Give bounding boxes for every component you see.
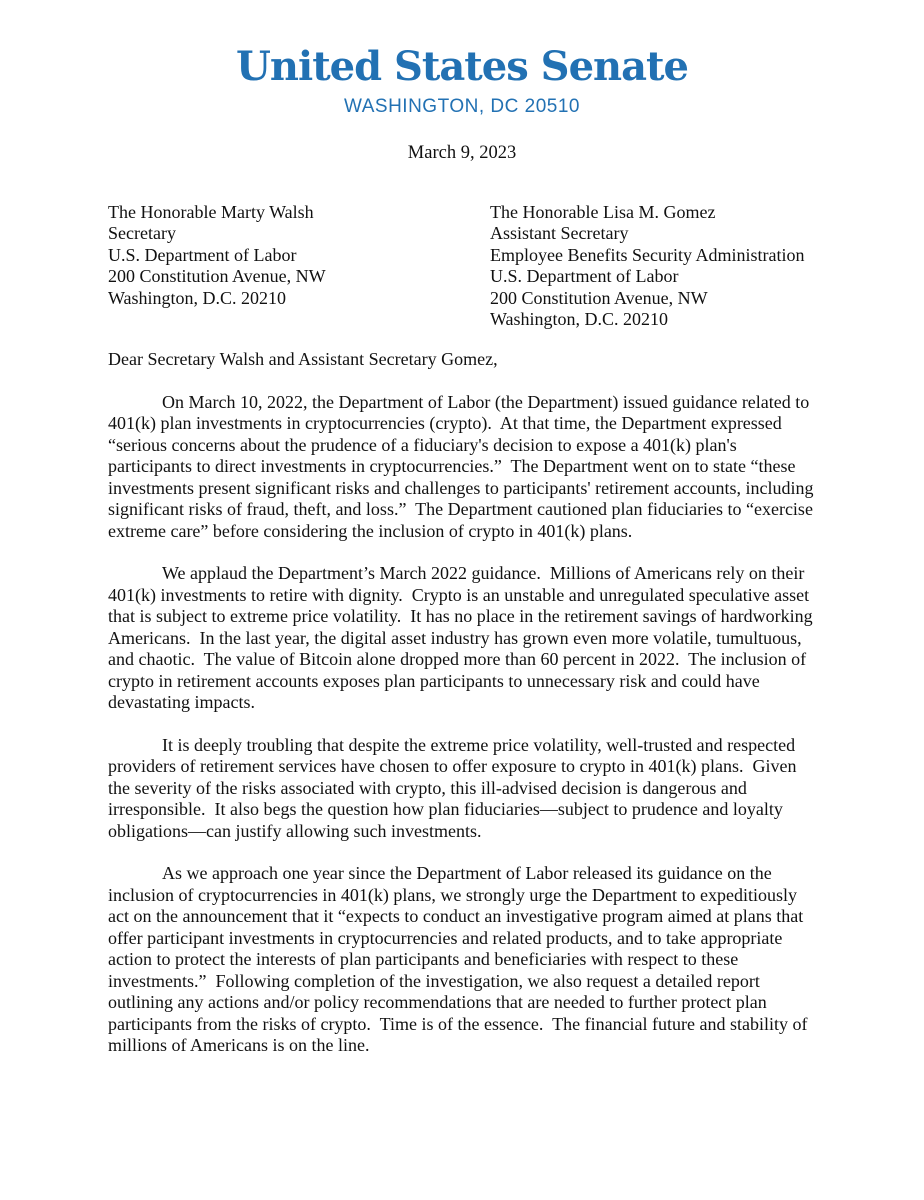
recipient-line: U.S. Department of Labor	[108, 244, 297, 265]
body-paragraph-4: As we approach one year since the Department of Labor released its guidance on the inclusion of cryptocurrencies in 401(k) plans, we strongly urge the Department to expeditiously act on the announcement that it “expects to conduct an investigative program aimed at plans that offer participant investments in cryptocurrencies and related products, and to take appropriate action to protect the interests of plan participants and beneficiaries with respect to these investments.” Following completion of the investigation, we also request a detailed report outlining any actions and/or policy recommendations that are needed to further protect plan participants from the risks of crypto. Time is of the essence. The financial future and stability of millions of Americans is on the line.	[108, 863, 813, 1056]
salutation: Dear Secretary Walsh and Assistant Secretary Gomez,	[108, 349, 498, 370]
recipient-block-walsh	[108, 202, 490, 330]
letterhead	[0, 0, 924, 118]
recipient-line: Washington, D.C. 20210	[490, 309, 669, 330]
recipient-line: 200 Constitution Avenue, NW	[490, 287, 708, 308]
recipient-line: 200 Constitution Avenue, NW	[108, 266, 326, 287]
letterhead-title: United States Senate	[236, 43, 688, 90]
recipient-line: The Honorable Lisa M. Gomez	[490, 202, 716, 222]
recipient-line: U.S. Department of Labor	[490, 266, 679, 287]
recipient-line: Assistant Secretary	[490, 223, 629, 244]
recipient-line: Washington, D.C. 20210	[108, 287, 287, 308]
letter-body	[108, 349, 820, 1056]
recipient-line: Employee Benefits Security Administration	[490, 244, 805, 265]
recipient-line: Secretary	[108, 223, 176, 244]
body-paragraph-2: We applaud the Department’s March 2022 guidance. Millions of Americans rely on their 401(k) investments to retire with dignity. Crypto is an unstable and unregulated speculative asset that is subject to extreme price volatility. It has no place in the retirement savings of hardworking Americans. In the last year, the digital asset industry has grown even more volatile, tumultuous, and chaotic. The value of Bitcoin alone dropped more than 60 percent in 2022. The inclusion of crypto in retirement accounts exposes plan participants to unnecessary risk and could have devastating impacts.	[108, 563, 817, 713]
letterhead-address: WASHINGTON, DC 20510	[344, 96, 580, 117]
letter-date: March 9, 2023	[407, 143, 517, 163]
recipient-blocks	[108, 202, 820, 330]
recipient-block-gomez	[490, 202, 820, 330]
body-paragraph-3: It is deeply troubling that despite the extreme price volatility, well-trusted and respected providers of retirement services have chosen to offer exposure to crypto in 401(k) plans. Given the severity of the risks associated with crypto, this ill-advised decision is dangerous and irresponsible. It also begs the question how plan fiduciaries—subject to prudence and loyalty obligations—can justify allowing such investments.	[108, 734, 801, 841]
recipient-line: The Honorable Marty Walsh	[108, 202, 314, 222]
body-paragraph-1: On March 10, 2022, the Department of Labor (the Department) issued guidance related to 401(k) plan investments in cryptocurrencies (crypto). At that time, the Department expressed “serious concerns about the prudence of a fiduciary's decision to expose a 401(k) plan's participants to direct investments in cryptocurrencies.” The Department went on to state “these investments present significant risks and challenges to participants' retirement accounts, including significant risks of fraud, theft, and loss.” The Department cautioned plan fiduciaries to “exercise extreme care” before considering the inclusion of crypto in 401(k) plans.	[108, 391, 819, 541]
